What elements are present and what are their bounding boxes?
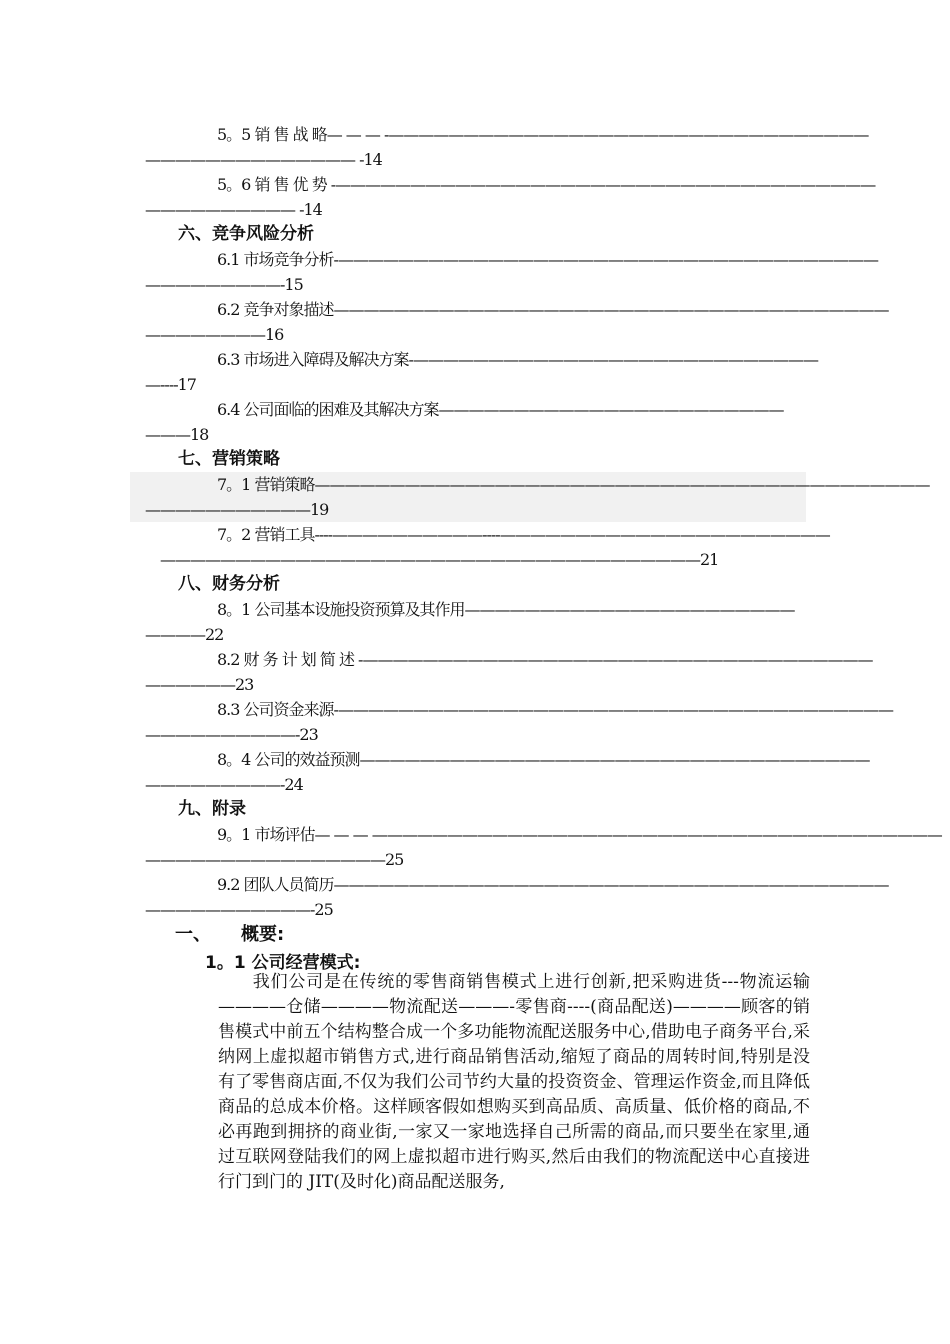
toc-entry-5-6-page: —————————— -14 bbox=[145, 200, 322, 219]
chapter-number: 一、 bbox=[175, 924, 211, 945]
toc-entry-8-3: 8.3 公司资金来源-————————————————————————————————————— bbox=[217, 700, 893, 719]
toc-entry-6-2: 6.2 竞争对象描述————————————————————————————————————— bbox=[217, 300, 889, 319]
toc-section-7: 七、营销策略 bbox=[178, 449, 280, 469]
toc-entry-7-1: 7。1 营销策略————————————————————————————————————————— bbox=[217, 475, 930, 494]
toc-entry-7-1-page: ———————————19 bbox=[145, 500, 329, 519]
toc-entry-8-4-page: —————————-24 bbox=[145, 775, 303, 794]
toc-section-8: 八、财务分析 bbox=[178, 574, 280, 594]
toc-section-9: 九、附录 bbox=[178, 799, 246, 819]
chapter-title: 概要: bbox=[241, 924, 285, 945]
toc-entry-8-4: 8。4 公司的效益预测—————————————————————————————————— bbox=[217, 750, 870, 769]
toc-entry-6-3-page: —----17 bbox=[145, 375, 196, 394]
toc-entry-6-1-page: —————————-15 bbox=[145, 275, 303, 294]
toc-entry-8-3-page: ——————————-23 bbox=[145, 725, 318, 744]
toc-entry-8-1-page: ————22 bbox=[145, 625, 224, 644]
toc-entry-7-2: 7。2 营销工具----——————————----—————————————————————— bbox=[217, 525, 830, 544]
toc-entry-6-4: 6.4 公司面临的困难及其解决方案——————————————————————— bbox=[217, 400, 784, 419]
toc-entry-8-1: 8。1 公司基本设施投资预算及其作用—————————————————————— bbox=[217, 600, 795, 619]
toc-entry-9-2-page: ———————————-25 bbox=[145, 900, 333, 919]
toc-entry-6-1: 6.1 市场竞争分析-———————————————————————————————————— bbox=[217, 250, 878, 269]
toc-entry-5-6: 5。6 销 售 优 势 -———————————————————————————————————— bbox=[217, 175, 876, 194]
toc-entry-8-2-page: ——————23 bbox=[145, 675, 254, 694]
toc-entry-9-2: 9.2 团队人员简历————————————————————————————————————— bbox=[217, 875, 889, 894]
toc-entry-6-4-page: ———18 bbox=[145, 425, 209, 444]
body-paragraph: 我们公司是在传统的零售商销售模式上进行创新,把采购进货---物流运输————仓储————物流配送———-零售商----(商品配送)————顾客的销售模式中前五个结构整合成一个多功能物流配送服务中心,借助电子商务平台,采纳网上虚拟超市销售方式,进行商品销售活动,缩短了商品的周转时间,特别是没有了零售商店面,不仅为我们公司节约大量的投资资金、管理运作资金,而且降低商品的总成本价格。这样顾客假如想购买到高品质、高质量、低价格的商品,不必再跑到拥挤的商业街,一家又一家地选择自己所需的商品,而只要坐在家里,通过互联网登陆我们的网上虚拟超市进行购买,然后由我们的物流配送中心直接进行门到门的 JIT(及时化)商品配送服务, bbox=[218, 972, 810, 1192]
toc-entry-9-1-page: ————————————————25 bbox=[145, 850, 404, 869]
toc-entry-5-5: 5。5 销 售 战 略— — — -———————————————————————————————— bbox=[217, 125, 869, 144]
toc-entry-6-2-page: ————————16 bbox=[145, 325, 284, 344]
toc-entry-5-5-page: —————————————— -14 bbox=[145, 150, 382, 169]
toc-section-6: 六、竞争风险分析 bbox=[178, 224, 314, 244]
chapter-heading bbox=[175, 920, 284, 946]
toc-entry-8-2: 8.2 财 务 计 划 简 述 -—————————————————————————————————— bbox=[217, 650, 873, 669]
toc-entry-6-3: 6.3 市场进入障碍及解决方案-——————————————————————————— bbox=[217, 350, 818, 369]
toc-entry-9-1: 9。1 市场评估— — — —————————————————————————————————————— bbox=[217, 825, 942, 844]
toc-entry-7-2-page: ————————————————————————————————————21 bbox=[160, 550, 719, 569]
section-heading: 1。1 公司经营模式: bbox=[205, 953, 361, 973]
